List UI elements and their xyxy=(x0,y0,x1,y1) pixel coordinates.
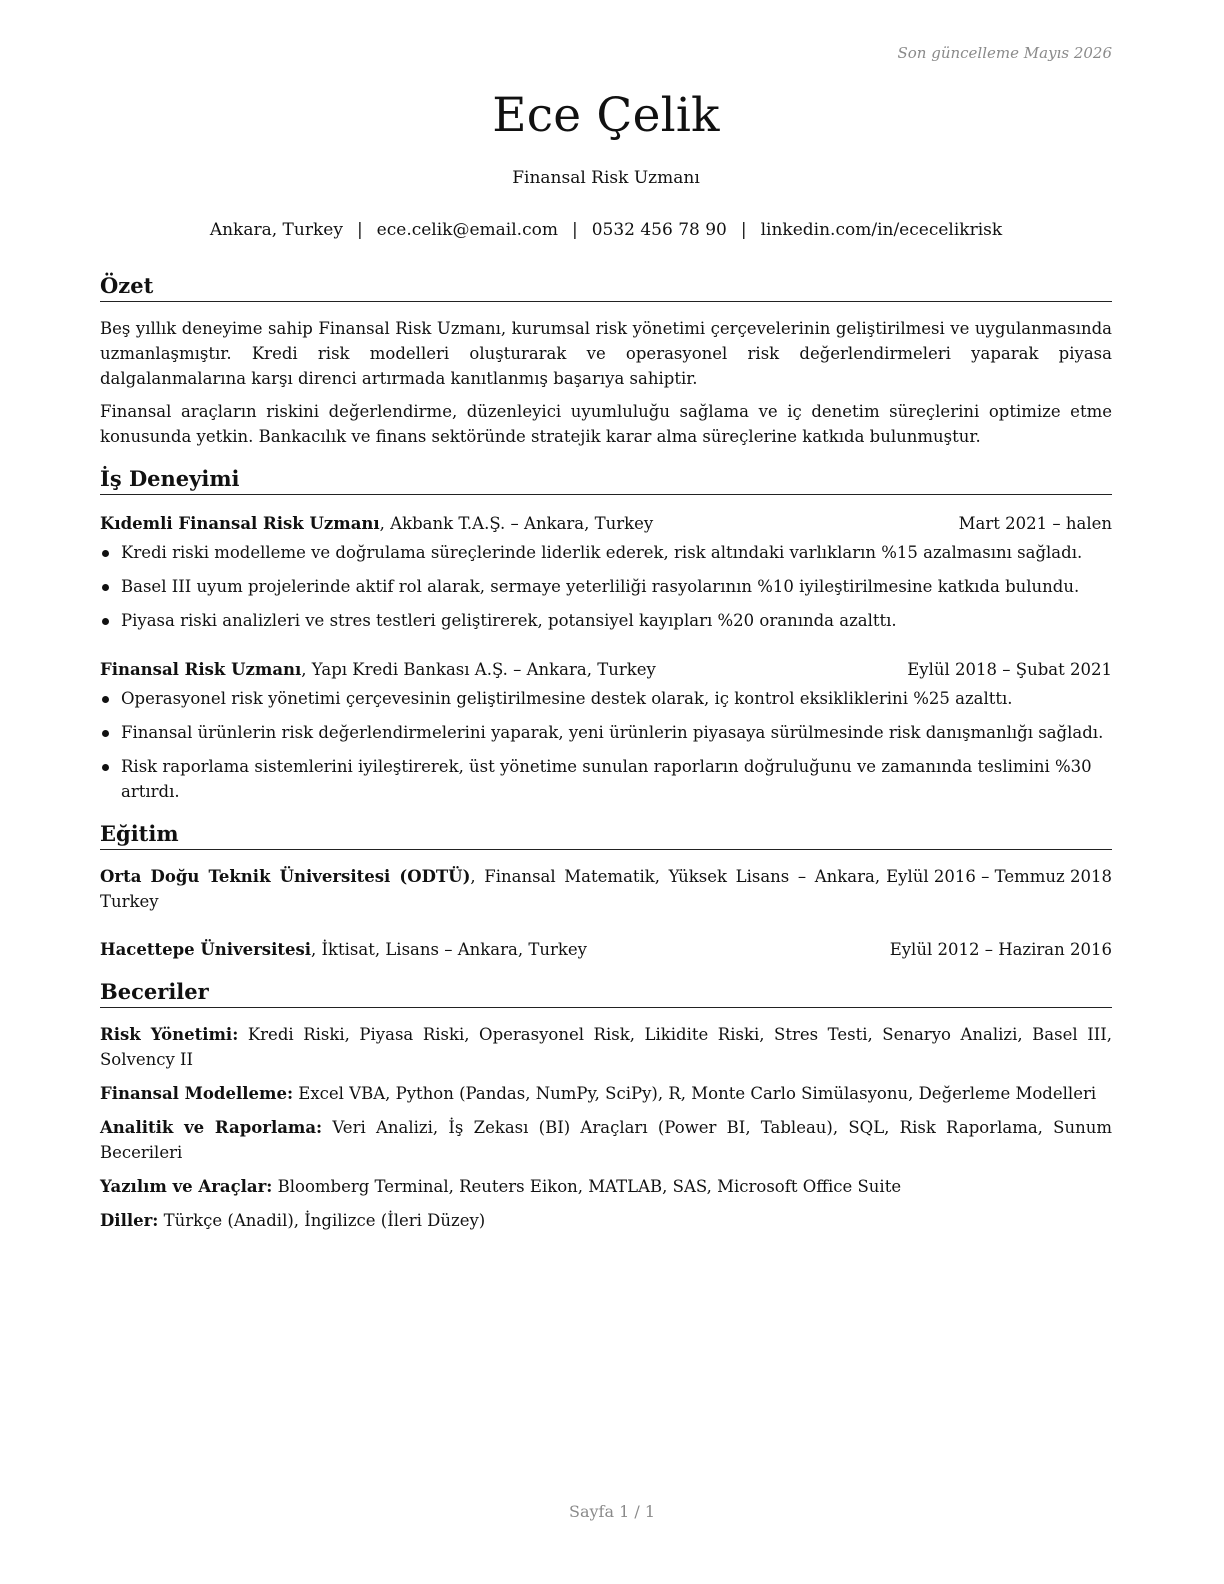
skill-value: Türkçe (Anadil), İngilizce (İleri Düzey) xyxy=(158,1211,486,1230)
education-entry xyxy=(100,864,1112,914)
contact-email[interactable]: ece.celik@email.com xyxy=(376,220,558,240)
resume-content xyxy=(100,272,1112,1233)
page-number: Sayfa 1 / 1 xyxy=(568,1502,655,1521)
list-item: Kredi riski modelleme ve doğrulama süreçlerinde liderlik ederek, risk altındaki varlıkların %15 azalmasını sağladı. xyxy=(100,540,1112,565)
section-heading: Beceriler xyxy=(100,978,1112,1008)
skill-value: Veri Analizi, İş Zekası (BI) Araçları (Power BI, Tableau), SQL, Risk Raporlama, Sunum Becerileri xyxy=(100,1118,1113,1162)
education-detail: , İktisat, Lisans – Ankara, Turkey xyxy=(311,940,587,959)
skill-value: Excel VBA, Python (Pandas, NumPy, SciPy), R, Monte Carlo Simülasyonu, Değerleme Modelleri xyxy=(293,1084,1097,1103)
last-updated: Son güncelleme Mayıs 2026 xyxy=(897,44,1112,62)
job-bullets xyxy=(100,686,1112,804)
contact-separator: | xyxy=(740,220,747,240)
candidate-name: Ece Çelik xyxy=(492,88,720,143)
resume-page xyxy=(100,0,1112,1584)
job-title: Finansal Risk Uzmanı xyxy=(512,168,700,188)
list-item: Piyasa riski analizleri ve stres testleri geliştirerek, potansiyel kayıpları %20 oranında azalttı. xyxy=(100,608,1112,633)
education-entry xyxy=(100,937,1112,962)
summary-paragraph: Finansal araçların riskini değerlendirme, düzenleyici uyumluluğu sağlama ve iç denetim süreçlerini optimize etme konusunda yetkin. Bankacılık ve finans sektöründe stratejik karar alma süreçlerine katkıda bulunmuştur. xyxy=(100,402,1112,446)
job-org: , Yapı Kredi Bankası A.Ş. – Ankara, Turkey xyxy=(301,660,656,679)
skill-label: Yazılım ve Araçlar: xyxy=(100,1177,273,1196)
contact-separator: | xyxy=(356,220,363,240)
section-heading: Eğitim xyxy=(100,820,1112,850)
job-role: Kıdemli Finansal Risk Uzmanı xyxy=(100,514,380,533)
skill-line xyxy=(100,1115,1112,1165)
section-heading: İş Deneyimi xyxy=(100,465,1112,495)
job-entry xyxy=(100,657,1112,804)
contact-separator: | xyxy=(571,220,578,240)
job-dates: Eylül 2018 – Şubat 2021 xyxy=(907,660,1112,679)
contact-phone[interactable]: 0532 456 78 90 xyxy=(591,220,727,240)
skill-label: Diller: xyxy=(100,1211,159,1230)
list-item: Risk raporlama sistemlerini iyileştirerek, üst yönetime sunulan raporların doğruluğunu ve zamanında teslimini %30 artırdı. xyxy=(100,754,1112,804)
education-school: Orta Doğu Teknik Üniversitesi (ODTÜ) xyxy=(100,867,471,886)
education-detail: , Finansal Matematik, Yüksek Lisans – Ankara, Turkey xyxy=(100,867,881,911)
education-section xyxy=(100,820,1112,962)
skill-value: Kredi Riski, Piyasa Riski, Operasyonel Risk, Likidite Riski, Stres Testi, Senaryo Analizi, Basel III, Solvency II xyxy=(100,1025,1112,1069)
skill-value: Bloomberg Terminal, Reuters Eikon, MATLAB, SAS, Microsoft Office Suite xyxy=(272,1177,902,1196)
contact-location: Ankara, Turkey xyxy=(209,220,343,240)
skill-label: Analitik ve Raporlama: xyxy=(100,1118,323,1137)
contact-linkedin[interactable]: linkedin.com/in/ececelikrisk xyxy=(760,220,1003,240)
skill-line xyxy=(100,1174,1112,1199)
job-org: , Akbank T.A.Ş. – Ankara, Turkey xyxy=(379,514,654,533)
job-header xyxy=(100,657,1112,682)
skill-line xyxy=(100,1022,1112,1072)
section-heading: Özet xyxy=(100,272,1112,302)
skill-line xyxy=(100,1208,1112,1233)
education-dates: Eylül 2016 – Temmuz 2018 xyxy=(886,867,1112,886)
list-item: Finansal ürünlerin risk değerlendirmelerini yaparak, yeni ürünlerin piyasaya sürülmesinde risk danışmanlığı sağladı. xyxy=(100,720,1112,745)
job-entry xyxy=(100,511,1112,633)
skills-section xyxy=(100,978,1112,1233)
contact-line xyxy=(100,220,1112,240)
list-item: Operasyonel risk yönetimi çerçevesinin geliştirilmesine destek olarak, iç kontrol eksikliklerini %25 azalttı. xyxy=(100,686,1112,711)
education-dates: Eylül 2012 – Haziran 2016 xyxy=(889,940,1112,959)
education-school: Hacettepe Üniversitesi xyxy=(100,940,312,959)
summary-section xyxy=(100,272,1112,449)
list-item: Basel III uyum projelerinde aktif rol alarak, sermaye yeterliliği rasyolarının %10 iyileştirilmesine katkıda bulundu. xyxy=(100,574,1112,599)
skill-label: Risk Yönetimi: xyxy=(100,1025,239,1044)
job-bullets xyxy=(100,540,1112,633)
job-header xyxy=(100,511,1112,536)
job-role: Finansal Risk Uzmanı xyxy=(100,660,302,679)
summary-paragraph: Beş yıllık deneyime sahip Finansal Risk Uzmanı, kurumsal risk yönetimi çerçevelerinin geliştirilmesi ve uygulanmasında uzmanlaşmıştır. Kredi risk modelleri oluşturarak ve operasyonel risk değerlendirmeleri yaparak piyasa dalgalanmalarına karşı direnci artırmada kanıtlanmış başarıya sahiptir. xyxy=(100,319,1112,388)
experience-section xyxy=(100,465,1112,804)
skill-label: Finansal Modelleme: xyxy=(100,1084,294,1103)
job-dates: Mart 2021 – halen xyxy=(958,514,1112,533)
skill-line xyxy=(100,1081,1112,1106)
